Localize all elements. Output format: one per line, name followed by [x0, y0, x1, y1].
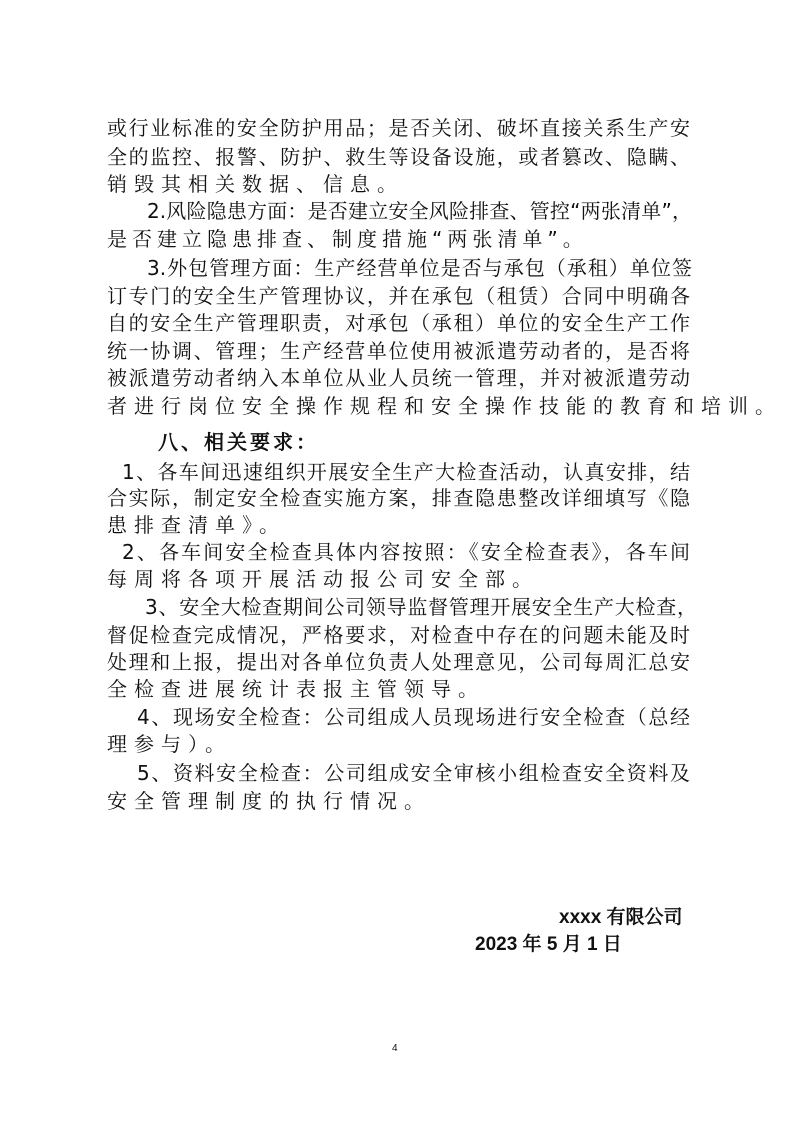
requirement-line: 理参与）。 [107, 732, 232, 756]
body-line: 者进行岗位安全操作规程和安全操作技能的教育和培训。 [107, 394, 782, 418]
body-line: 销毁其相关数据、信息。 [107, 172, 404, 196]
requirement-line: 1、各车间迅速组织开展安全生产大检查活动，认真安排，结 [122, 460, 690, 484]
body-line: 统一协调、管理；生产经营单位使用被派遣劳动者的，是否将 [107, 339, 690, 363]
requirement-line: 合实际，制定安全检查实施方案，排查隐患整改详细填写《隐 [107, 486, 690, 510]
signature-date: 2023 年 5 月 1 日 [475, 934, 622, 955]
requirement-line: 患排查清单》。 [107, 513, 286, 537]
body-line: 订专门的安全生产管理协议，并在承包（租赁）合同中明确各 [107, 284, 690, 308]
requirement-line: 4、现场安全检查：公司组成人员现场进行安全检查（总经 [137, 705, 690, 729]
body-line: 2.风险隐患方面：是否建立安全风险排查、管控“两张清单”， [147, 199, 692, 223]
body-line: 自的安全生产管理职责，对承包（承租）单位的安全生产工作 [107, 311, 690, 335]
requirement-line: 5、资料安全检查：公司组成安全审核小组检查安全资料及 [137, 761, 690, 785]
requirement-line: 2、各车间安全检查具体内容按照：《安全检查表》，各车间 [122, 540, 690, 564]
requirement-line: 每周将各项开展活动报公司安全部。 [107, 567, 539, 591]
requirement-line: 3、安全大检查期间公司领导监督管理开展安全生产大检查， [145, 595, 697, 619]
section-heading: 八、相关要求： [158, 430, 319, 454]
requirement-line: 安全管理制度的执行情况。 [107, 789, 431, 813]
signature-company: xxxx 有限公司 [559, 907, 683, 928]
body-line: 是否建立隐患排查、制度措施“两张清单”。 [107, 227, 588, 251]
requirement-line: 处理和上报，提出对各单位负责人处理意见，公司每周汇总安 [107, 650, 690, 674]
body-line: 全的监控、报警、防护、救生等设备设施，或者篡改、隐瞒、 [107, 145, 690, 169]
requirement-line: 督促检查完成情况，严格要求，对检查中存在的问题未能及时 [107, 623, 690, 647]
body-line: 3.外包管理方面：生产经营单位是否与承包（承租）单位签 [147, 256, 692, 280]
requirement-line: 全检查进展统计表报主管领导。 [107, 677, 485, 701]
body-line: 被派遣劳动者纳入本单位从业人员统一管理，并对被派遣劳动 [107, 366, 690, 390]
page-number: 4 [392, 1043, 398, 1054]
body-line: 或行业标准的安全防护用品；是否关闭、破坏直接关系生产安 [107, 116, 690, 140]
